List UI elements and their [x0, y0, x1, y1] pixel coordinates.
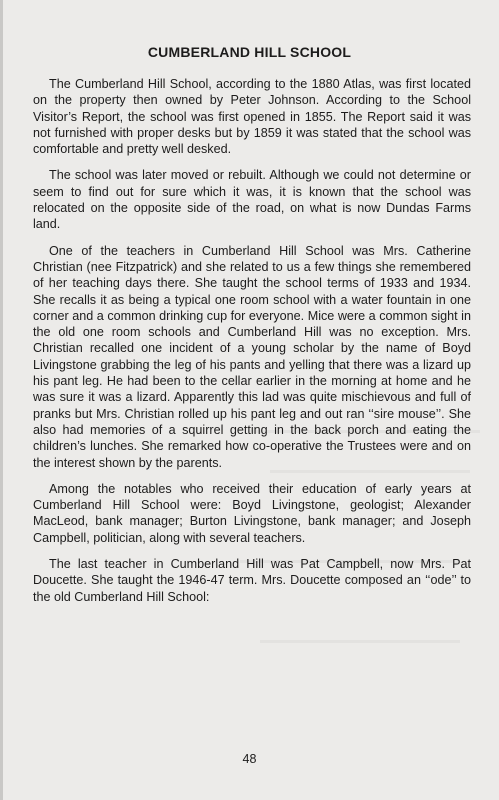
document-title: CUMBERLAND HILL SCHOOL: [147, 44, 352, 60]
paragraph-1: The Cumberland Hill School, according to the 1880 Atlas, was first located on the property then owned by Peter Johnson. According to the School Visitor’s Report, the school was first opened in 1855. The Report said it was not furnished with proper desks but by 1859 it was stated that the school was comfortable and pretty well desked.: [33, 77, 471, 157]
paragraph-5: The last teacher in Cumberland Hill was Pat Campbell, now Mrs. Pat Doucette. She taught the 1946-47 term. Mrs. Doucette composed an ‘‘ode’’ to the old Cumberland Hill School:: [33, 557, 471, 604]
page-number: 48: [242, 752, 257, 766]
paragraph-4: Among the notables who received their education of early years at Cumberland Hill School were: Boyd Livingstone, geologist; Alexander MacLeod, bank manager; Burton Livingstone, bank manager; and Joseph Campbell, politician, along with several teachers.: [33, 481, 471, 545]
paragraph-3: One of the teachers in Cumberland Hill School was Mrs. Catherine Christian (nee Fitzpatrick) and she related to us a few things she remembered of her teaching days there. She taught the school terms of 1933 and 1934. She recalls it as being a typical one room school with a water fountain in one corner and a common drinking cup for everyone. Mice were a common sight in the old one room schools and Cumberland Hill was no exception. Mrs. Christian recalled one incident of a young scholar by the name of Boyd Livingstone grabbing the leg of his pants and yelling that there was a lizard up his pant leg. He had been to the cellar earlier in the morning at home and he was sure it was a lizard. Apparently this lad was quite mischievous and full of pranks but Mrs. Christian rolled up his pant leg and out ran ‘‘sire mouse’’. She also had memories of a squirrel getting in the back porch and eating the children’s lunches. She remarked how co-operative the Trustees were and on the interest shown by the parents.: [33, 243, 471, 470]
paragraph-2: The school was later moved or rebuilt. Although we could not determine or seem to find out for sure which it was, it is known that the school was relocated on the opposite side of the road, on what is now Dundas Farms land.: [33, 168, 471, 232]
bleed-through-mark: [260, 640, 460, 643]
document-body: [33, 76, 471, 615]
